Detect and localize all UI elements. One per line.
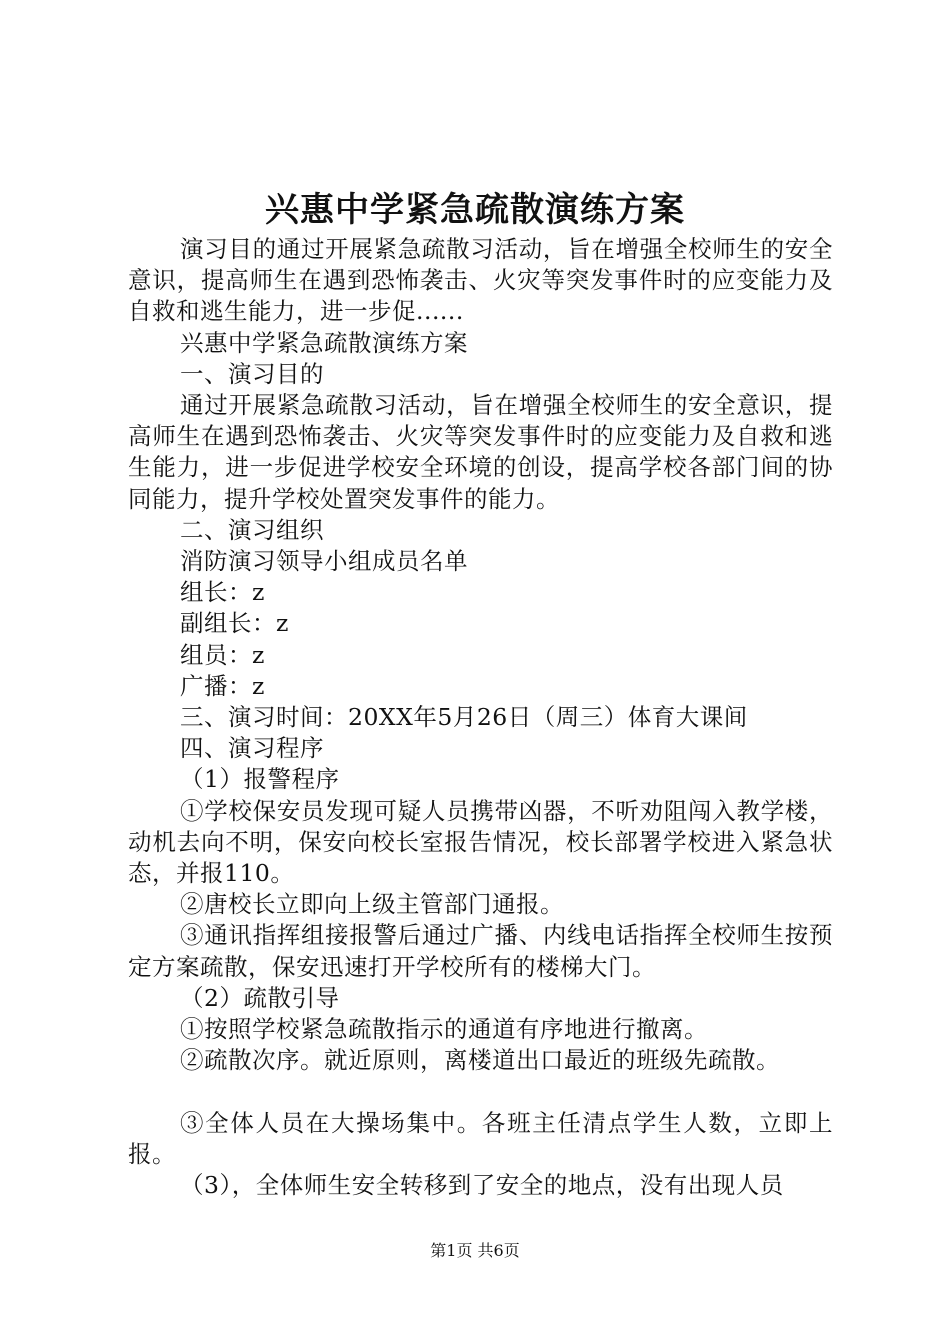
member-leader: 组长：z <box>180 578 265 607</box>
section-heading-procedure: 四、演习程序 <box>180 734 324 763</box>
paragraph-summary: 演习目的通过开展紧急疏散习活动，旨在增强全校师生的安全意识，提高师生在遇到恐怖袭击、火灾等突发事件时的应变能力及自救和逃生能力，进一步促...... <box>128 235 833 326</box>
subsection-alarm-procedure: （1）报警程序 <box>180 765 340 794</box>
paragraph-result: （3），全体师生安全转移到了安全的地点，没有出现人员 <box>180 1171 784 1200</box>
paragraph-alarm-step-1: ①学校保安员发现可疑人员携带凶器，不听劝阻闯入教学楼，动机去向不明，保安向校长室报告情况，校长部署学校进入紧急状态，并报110。 <box>128 796 833 888</box>
paragraph-evacuation-step-1: ①按照学校紧急疏散指示的通道有序地进行撤离。 <box>180 1015 708 1044</box>
section-heading-purpose: 一、演习目的 <box>180 359 324 388</box>
paragraph-member-list-title: 消防演习领导小组成员名单 <box>180 547 468 576</box>
page-footer: 第1页 共6页 <box>430 1241 520 1260</box>
paragraph-evacuation-step-2: ②疏散次序。就近原则，离楼道出口最近的班级先疏散。 <box>180 1046 780 1075</box>
document-body <box>128 234 833 1201</box>
member-deputy-leader: 副组长：z <box>180 609 289 638</box>
member-members: 组员：z <box>180 640 265 669</box>
paragraph-evacuation-step-3: ③全体人员在大操场集中。各班主任清点学生人数，立即上报。 <box>128 1108 833 1168</box>
subsection-evacuation-guide: （2）疏散引导 <box>180 983 340 1012</box>
paragraph-alarm-step-2: ②唐校长立即向上级主管部门通报。 <box>180 890 564 919</box>
blank-line <box>128 1076 833 1107</box>
section-heading-time: 三、演习时间：20XX年5月26日（周三）体育大课间 <box>180 703 748 732</box>
document-title: 兴惠中学紧急疏散演练方案 <box>265 190 685 230</box>
section-heading-organization: 二、演习组织 <box>180 515 324 544</box>
paragraph-heading-title: 兴惠中学紧急疏散演练方案 <box>180 328 468 357</box>
paragraph-alarm-step-3: ③通讯指挥组接报警后通过广播、内线电话指挥全校师生按预定方案疏散，保安迅速打开学校所有的楼梯大门。 <box>128 921 833 981</box>
paragraph-purpose: 通过开展紧急疏散习活动，旨在增强全校师生的安全意识，提高师生在遇到恐怖袭击、火灾等突发事件时的应变能力及自救和逃生能力，进一步促进学校安全环境的创设，提高学校各部门间的协同能力，提升学校处置突发事件的能力。 <box>128 391 833 513</box>
member-broadcast: 广播：z <box>180 671 265 700</box>
